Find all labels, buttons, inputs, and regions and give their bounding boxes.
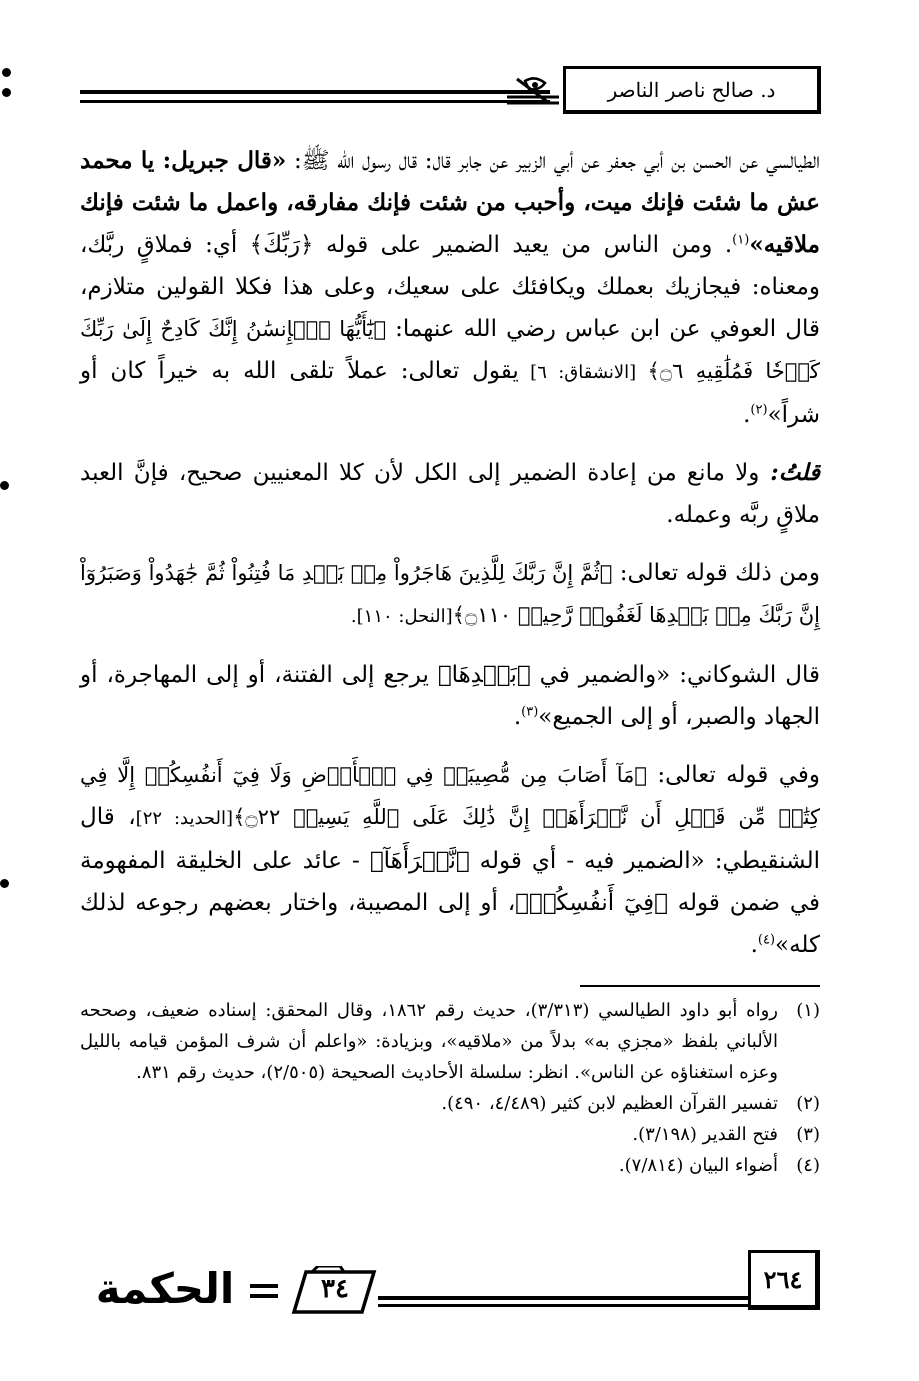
text-run: ولا مانع من إعادة الضمير إلى الكل لأن كلا المعنيين صحيح، فإنَّ العبد ملاقٍ ربَّه وعمله.	[80, 460, 820, 528]
footnote-item	[80, 1119, 820, 1150]
equals-mark	[250, 1284, 278, 1302]
footnote-text: تفسير القرآن العظيم لابن كثير (٤/٤٨٩، ٤٩٠).	[441, 1093, 778, 1114]
hadith-quote: «قال جبريل: يا محمد عش ما شئت فإنك ميت، وأحبب من شئت فإنك مفارقه، واعمل ما شئت فإنك ملاقيه»	[80, 147, 820, 258]
footnote-number: (٢)	[796, 1093, 820, 1114]
quran-verse: ﴿مَآ أَصَابَ مِن مُّصِيبَةٖ فِي ٱلۡأَرۡضِ وَلَا فِيٓ أَنفُسِكُمۡ إِلَّا فِي كِتَٰبٖ مِّن قَبۡلِ أَن نَّبۡرَأَهَآۚ إِنَّ ذَٰلِكَ عَلَى ٱللَّهِ يَسِيرٞ ۝٢٢﴾	[80, 763, 820, 829]
text-run: قال الشوكاني: «والضمير في ﴿بَعۡدِهَا﴾ يرجع إلى الفتنة، أو إلى المهاجرة، أو الجهاد والصبر، أو إلى الجميع»	[80, 662, 820, 730]
pen-emblem-icon	[505, 73, 561, 109]
main-text	[80, 140, 820, 982]
qultu-label: قلتُ:	[759, 459, 820, 486]
footnote-ref: (٤)	[757, 932, 776, 948]
header-rule-top	[80, 90, 550, 94]
text-run: .	[750, 932, 758, 958]
quran-verse: ﴿ثُمَّ إِنَّ رَبَّكَ لِلَّذِينَ هَاجَرُواْ مِنۢ بَعۡدِ مَا فُتِنُواْ ثُمَّ جَٰهَدُواْ وَصَبَرُوٓاْ إِنَّ رَبَّكَ مِنۢ بَعۡدِهَا لَغَفُورٞ رَّحِيمٞ ۝١١٠﴾	[80, 561, 820, 627]
text-run: يقول تعالى: عملاً تلقى الله به خيراً كان أو شراً»	[80, 358, 820, 428]
paragraph-2	[80, 452, 820, 536]
footnote-ref: (٢)	[750, 402, 768, 418]
verse-reference: [النحل: ١١٠].	[350, 606, 453, 627]
footnote-number: (٣)	[796, 1124, 820, 1145]
text-run: ، قال الشنقيطي: «الضمير فيه - أي قوله ﴿نَّبۡرَأَهَآ﴾ - عائد على الخليقة المفهومة في ضمن قوله ﴿فِيٓ أَنفُسِكُمۡ﴾، أو إلى المصيبة، واختار بعضهم رجوعه لذلك كله»	[80, 804, 820, 958]
issue-number: ٣٤	[321, 1274, 349, 1304]
text-run: الطيالسي عن الحسن بن أبي جعفر عن أبي الزبير عن جابر قال: قال رسول الله ﷺ:	[286, 148, 820, 174]
footnote-separator	[580, 985, 820, 987]
journal-logo: الحكمة	[95, 1264, 235, 1313]
paragraph-5	[80, 754, 820, 966]
footnote-text: رواه أبو داود الطيالسي (٣/٣١٣)، حديث رقم ١٨٦٢، وقال المحقق: إسناده ضعيف، وصححه الألباني بلفظ «مجزي به» بدلاً من «ملاقيه»، وبزيادة: «واعلم أن شرف المؤمن قيامه بالليل وعزه استغناؤه عن الناس». انظر: سلسلة الأحاديث الصحيحة (٢/٥٠٥)، حديث رقم ٨٣١.	[80, 1000, 778, 1083]
page-number: ٢٦٤	[763, 1264, 803, 1294]
footer-rule	[378, 1296, 748, 1300]
page-number-box	[748, 1250, 820, 1310]
author-name: د. صالح ناصر الناصر	[607, 77, 776, 102]
author-header	[563, 66, 821, 114]
text-run: .	[743, 402, 751, 428]
text-run: .	[513, 704, 522, 730]
footer-rule	[378, 1304, 748, 1307]
margin-dot	[2, 68, 11, 77]
footnote-item	[80, 1088, 820, 1119]
text-run: ومن ذلك قوله تعالى:	[612, 560, 820, 586]
margin-dot	[0, 879, 9, 888]
footnote-number: (٤)	[796, 1155, 820, 1176]
footnote-number: (١)	[796, 1000, 820, 1021]
margin-dot	[2, 88, 11, 97]
footnote-ref: (٣)	[521, 704, 539, 720]
verse-reference: [الانشقاق: ٦]	[518, 362, 648, 383]
footnote-item	[80, 995, 820, 1088]
margin-dot	[0, 481, 9, 490]
header-rule-bottom	[80, 100, 550, 103]
paragraph-1	[80, 140, 820, 436]
text-run: . ومن الناس من يعيد الضمير على قوله ﴿رَبِّكَ﴾ أي: فملاقٍ ربَّك، ومعناه: فيجازيك بعملك ويكافئك على سعيك، وعلى هذا فكلا القولين متلازم، قال العوفي عن ابن عباس رضي الله عنهما:	[80, 232, 821, 342]
footnote-ref: (١)	[732, 232, 750, 248]
verse-reference: [الحديد: ٢٢]	[135, 808, 234, 829]
footnote-item	[80, 1150, 820, 1181]
paragraph-3	[80, 552, 820, 638]
quran-verse: ﴿يَٰٓأَيُّهَا ٱلۡإِنسَٰنُ إِنَّكَ كَادِحٌ إِلَىٰ رَبِّكَ كَدۡحٗا فَمُلَٰقِيهِ ۝٦﴾	[80, 317, 820, 383]
footnotes	[80, 995, 820, 1181]
footnote-text: أضواء البيان (٧/٨١٤).	[618, 1155, 778, 1176]
text-run: وفي قوله تعالى:	[647, 762, 820, 788]
paragraph-4	[80, 654, 820, 738]
footnote-text: فتح القدير (٣/١٩٨).	[632, 1124, 778, 1145]
